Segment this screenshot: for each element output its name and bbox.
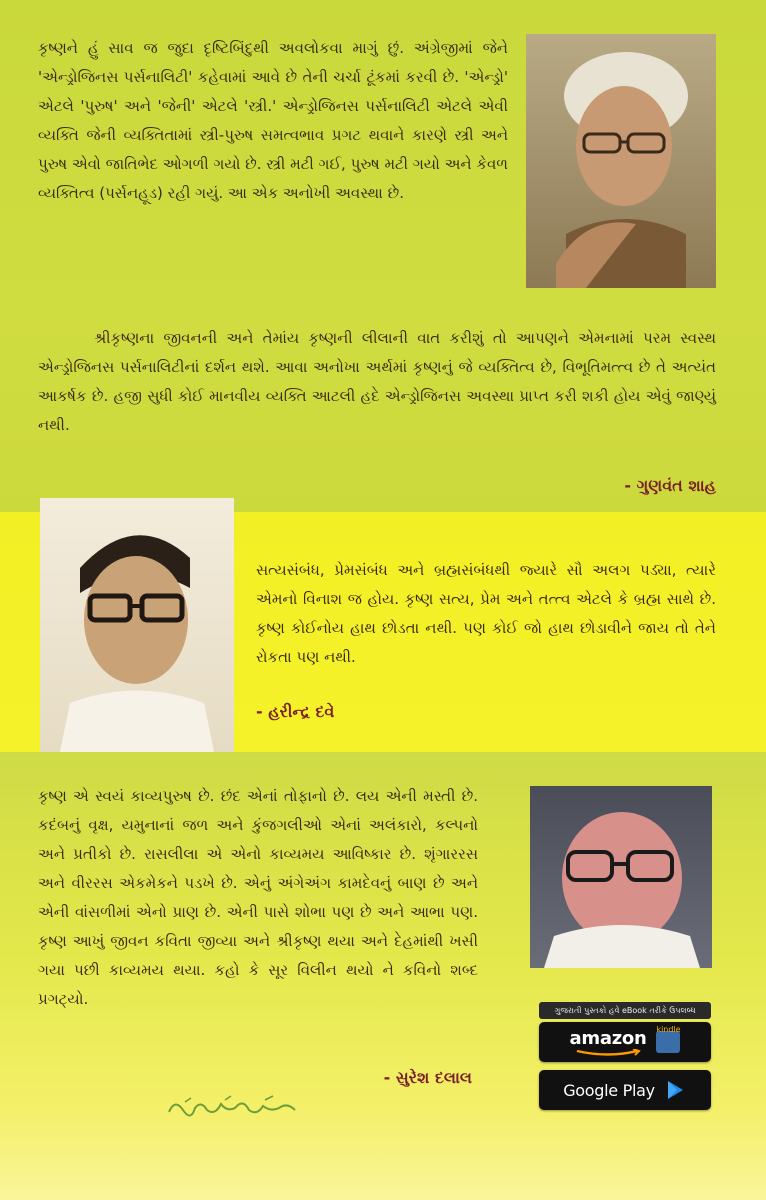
author-photo-gunvant-shah (526, 34, 716, 288)
kindle-icon (656, 1025, 681, 1053)
google-play-button[interactable] (539, 1070, 711, 1110)
author-name-harindra-dave: - હરીન્દ્ર દવે (256, 702, 335, 721)
kindle-label: kindle (656, 1025, 681, 1034)
google-play-label: Google Play (563, 1080, 655, 1100)
author-name-suresh-dalal: - સુરેશ દલાલ (383, 1068, 472, 1087)
signature-mark (165, 1088, 305, 1122)
amazon-label: amazon (569, 1027, 647, 1049)
author-photo-harindra-dave (40, 498, 234, 752)
section1-paragraph-1: કૃષ્ણને હું સાવ જ જુદા દૃષ્ટિબિંદુથી અવલોકવા માગું છું. અંગ્રેજીમાં જેને 'એન્ડ્રોજિનસ પર્સનાલિટી' કહેવામાં આવે છે તેની ચર્ચા ટૂંકમાં કરવી છે. 'એન્ડ્રો' એટલે 'પુરુષ' અને 'જેની' એટલે 'સ્ત્રી.' એન્ડ્રોજિનસ પર્સનાલિટી એટલે એવી વ્યક્તિ જેની વ્યક્તિતામાં સ્ત્રી-પુરુષ સમત્વભાવ પ્રગટ થવાને કારણે સ્ત્રી અને પુરુષ એવો જાતિભેદ ઓગળી ગયો છે. સ્ત્રી મટી ગઈ, પુરુષ મટી ગયો અને કેવળ વ્યક્તિત્વ (પર્સનહૂડ) રહી ગયું. આ એક અનોખી અવસ્થા છે. (38, 39, 508, 202)
amazon-kindle-button[interactable] (539, 1022, 711, 1062)
author-name-gunvant-shah: - ગુણવંત શાહ (624, 476, 716, 495)
section1-paragraph-2: શ્રીકૃષ્ણના જીવનની અને તેમાંય કૃષ્ણની લીલાની વાત કરીશું તો આપણને એમનામાં પરમ સ્વસ્થ એન્ડ્રોજિનસ પર્સનાલિટીનાં દર્શન થશે. આવા અનોખા અર્થમાં કૃષ્ણનું જે વ્યક્તિત્વ છે, વિભૂતિમત્ત્વ છે તે અત્યંત આકર્ષક છે. હજી સુધી કોઈ માનવીય વ્યક્તિ આટલી હદે એન્ડ્રોજિનસ અવસ્થા પ્રાપ્ત કરી શકી હોય એવું જાણ્યું નથી. (38, 329, 716, 434)
section3-paragraph: કૃષ્ણ એ સ્વયં કાવ્યપુરુષ છે. છંદ એનાં તોફાનો છે. લય એની મસ્તી છે. કદંબનું વૃક્ષ, યમુનાનાં જળ અને કુંજગલીઓ એનાં અલંકારો, કલ્પનો અને પ્રતીકો છે. રાસલીલા એ એનો કાવ્યમય આવિષ્કાર છે. શૃંગારરસ અને વીરરસ એકમેકને પડખે છે. એનું અંગેઅંગ કામદેવનું બાણ છે અને એની વાંસળીમાં એનો પ્રાણ છે. એની પાસે શોભા પણ છે અને આભા પણ. કૃષ્ણ આખું જીવન કવિતા જીવ્યા અને શ્રીકૃષ્ણ થયા અને દેહમાંથી ખસી ગયા પછી કાવ્યમય થયા. કહો કે સૂર વિલીન થયો ને કવિનો શબ્દ પ્રગટ્યો. (38, 787, 478, 1008)
author-photo-suresh-dalal (530, 786, 712, 968)
google-play-icon (665, 1079, 687, 1101)
amazon-smile-icon (573, 1049, 643, 1057)
ebook-availability-caption: ગુજરાતી પુસ્તકો હવે eBook તરીકે ઉપલબ્ધ (539, 1002, 711, 1019)
section2-paragraph: સત્યસંબંધ, પ્રેમસંબંધ અને બ્રહ્મસંબંધથી જ્યારે સૌ અલગ પડ્યા, ત્યારે એમનો વિનાશ જ હોય. કૃષ્ણ સત્ય, પ્રેમ અને તત્ત્વ એટલે કે બ્રહ્મ સાથે છે. કૃષ્ણ કોઈનોય હાથ છોડતા નથી. પણ કોઈ જો હાથ છોડાવીને જાય તો તેને રોકતા પણ નથી. (256, 561, 716, 666)
